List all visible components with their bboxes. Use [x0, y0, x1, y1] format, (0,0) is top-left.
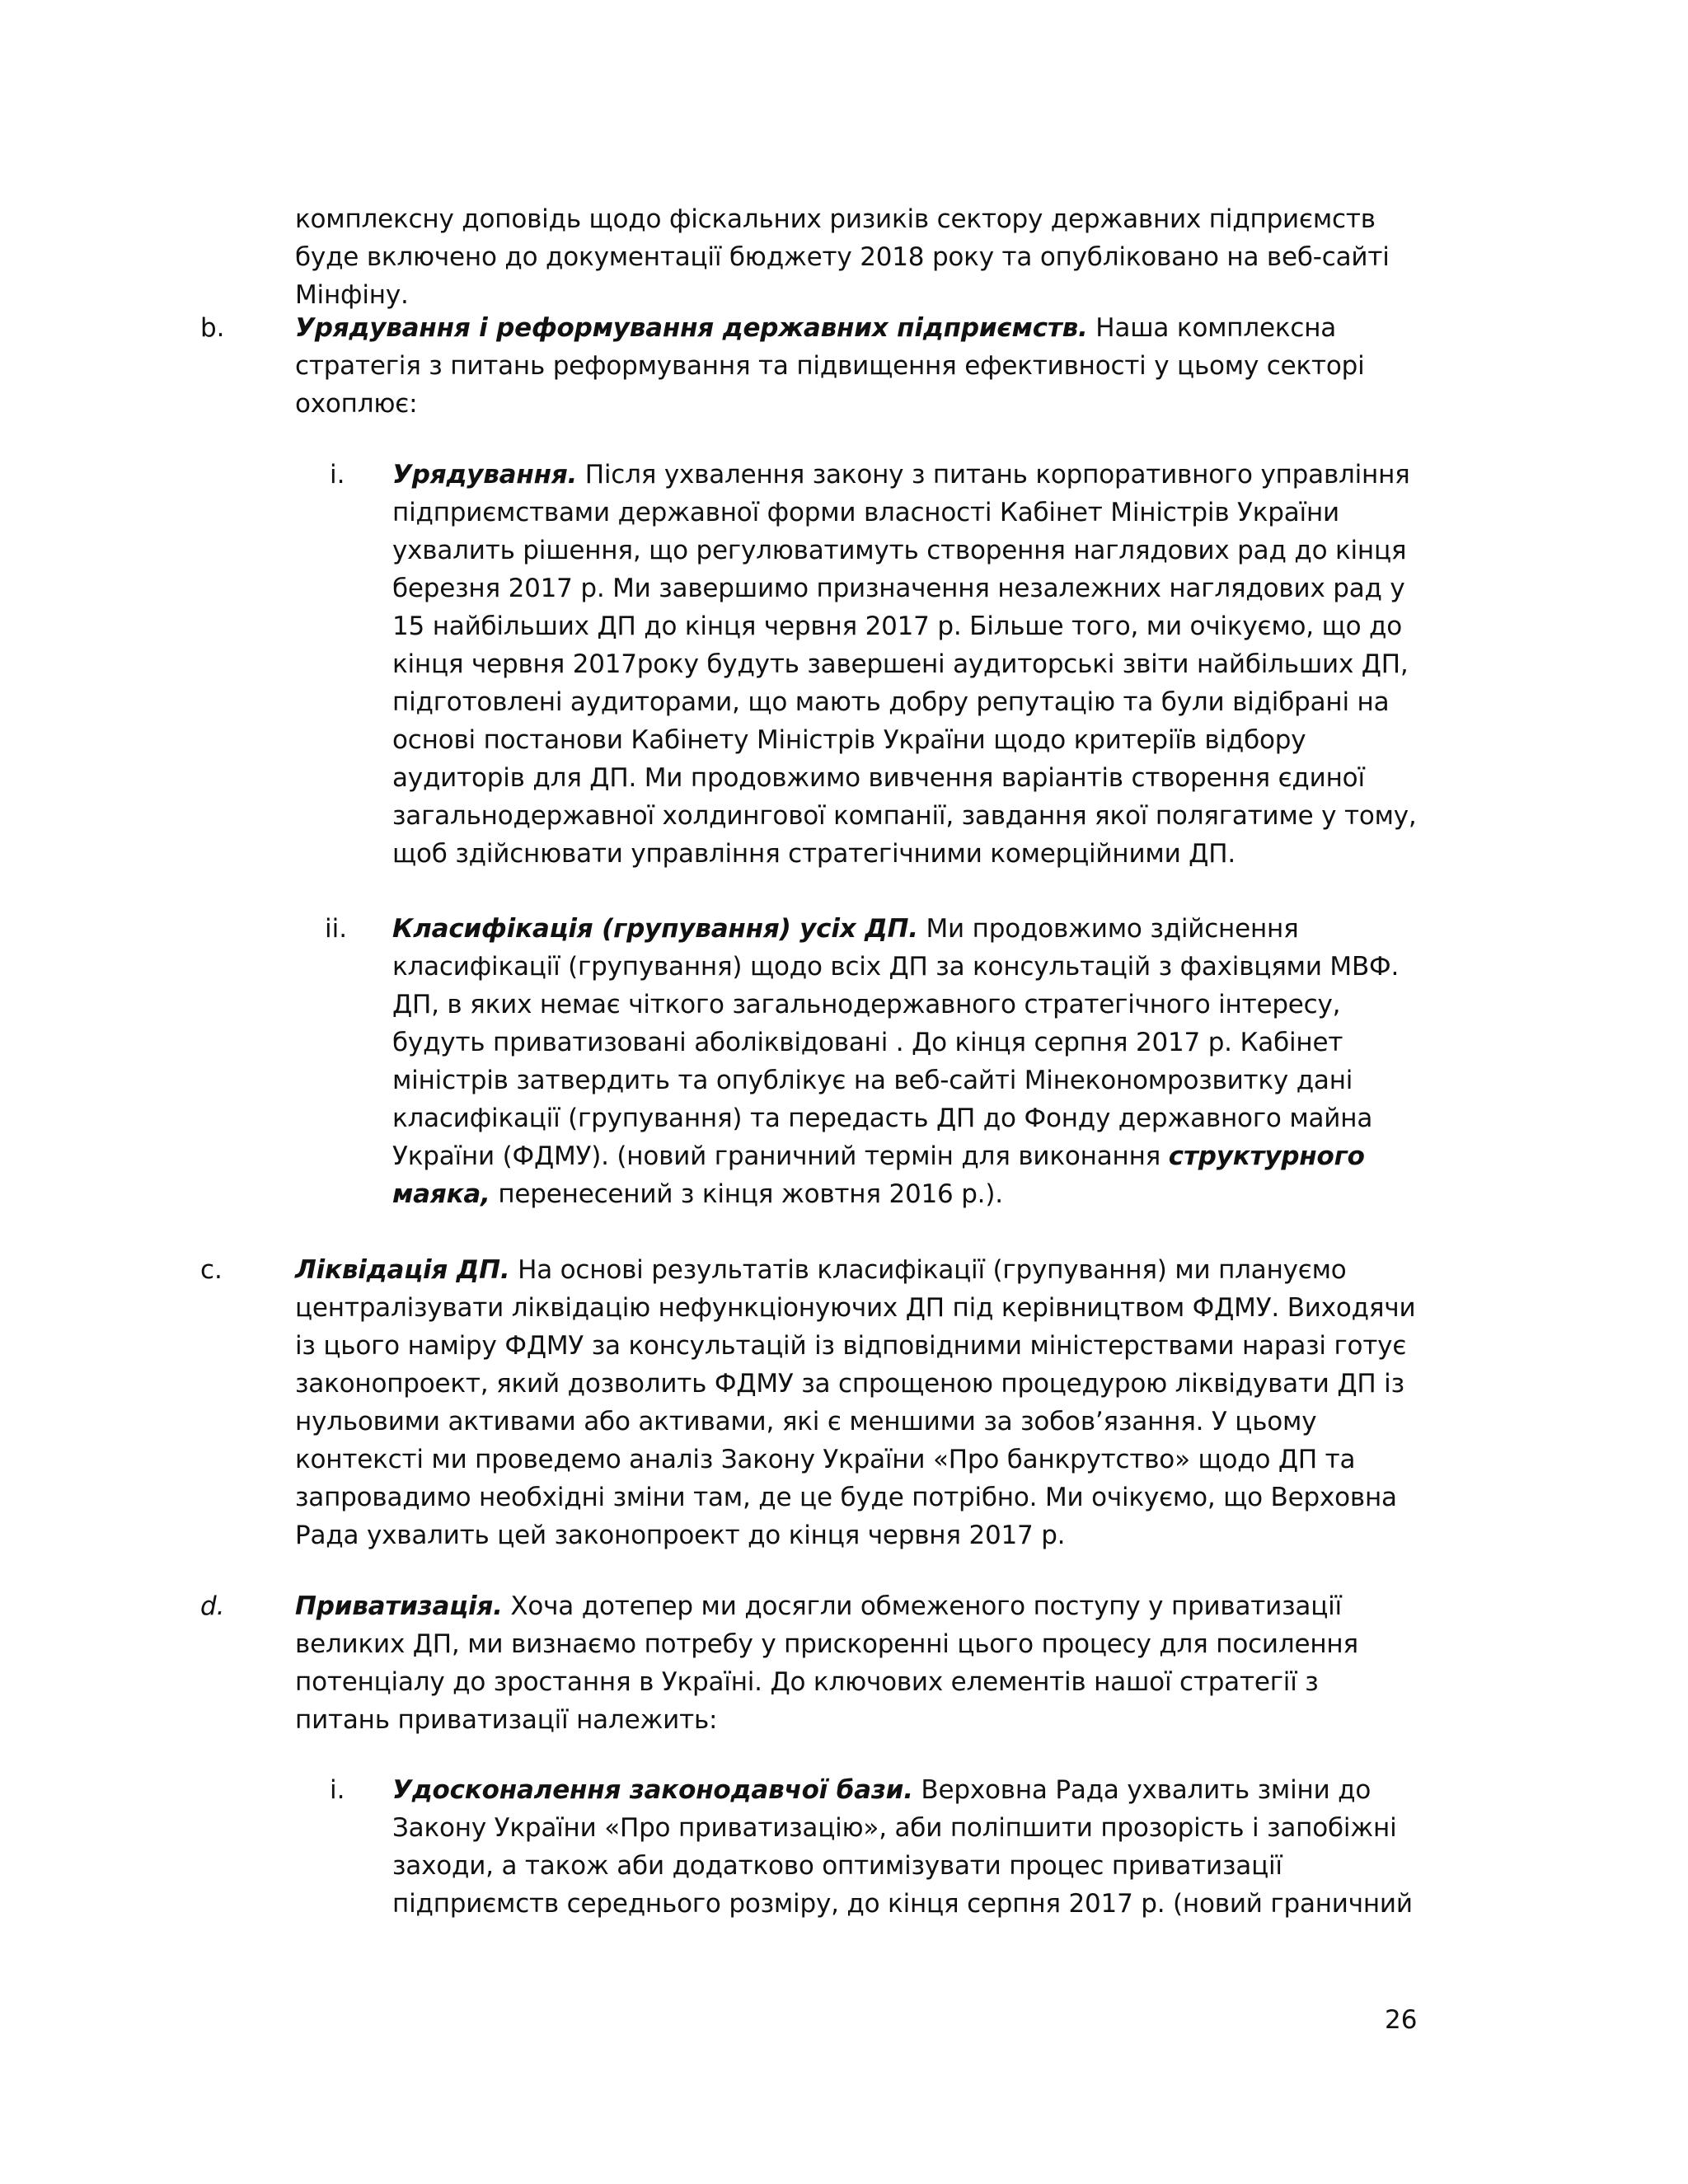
section-c-heading: Ліквідація ДП.: [295, 1255, 510, 1285]
section-d-item-i-marker: i.: [330, 1775, 345, 1805]
section-d-item-i-text: Верховна Рада ухвалить зміни до Закону України «Про приватизацію», аби поліпшити прозорість і запобіжні заходи, а також аби додатково оптимізувати процес приватизації підприємств середнього розміру, до кінця серпня 2017 р. (новий граничний: [392, 1775, 1413, 1919]
section-b-item-ii-marker: ii.: [325, 914, 348, 944]
intro-paragraph: [295, 200, 1432, 314]
section-b-item-i-marker: i.: [330, 460, 345, 490]
section-b-item-i-paragraph: [392, 456, 1423, 873]
section-b-item-ii-heading: Класифікація (групування) усіх ДП.: [392, 914, 918, 944]
section-c-paragraph: [295, 1251, 1424, 1554]
section-d-item-i-paragraph: [392, 1771, 1423, 1923]
section-b-item-i-heading: Урядування.: [392, 460, 578, 490]
section-d-text: Хоча дотепер ми досягли обмеженого поступу у приватизації великих ДП, ми визнаємо потребу у прискоренні цього процесу для посилення потенціалу до зростання в Україні. До ключових елементів нашої стратегії з питань приватизації належить:: [295, 1591, 1358, 1735]
section-b-paragraph: [295, 309, 1367, 423]
section-b-item-ii-paragraph: [392, 910, 1423, 1213]
page-number: 26: [1385, 2005, 1418, 2035]
section-b-marker: b.: [200, 313, 225, 343]
section-c-marker: c.: [200, 1255, 223, 1285]
section-d-paragraph: [295, 1587, 1400, 1739]
section-b-item-ii-text: Ми продовжимо здійснення класифікації (групування) щодо всіх ДП за консультацій з фахівцями МВФ. ДП, в яких немає чіткого загальнодержавного стратегічного інтересу, будуть приватизовані аболіквідовані . До кінця серпня 2017 р. Кабінет міністрів затвердить та опублікує на веб-сайті Мінекономрозвитку дані класифікації (групування) та передасть ДП до Фонду державного майна України (ФДМУ). (новий граничний термін для виконання: [392, 914, 1400, 1171]
section-b-item-i-text: Після ухвалення закону з питань корпоративного управління підприємствами державної форми власності Кабінет Міністрів України ухвалить рішення, що регулюватимуть створення наглядових рад до кінця березня 2017 р. Ми завершимо призначення незалежних наглядових рад у 15 найбільших ДП до кінця червня 2017 р. Більше того, ми очікуємо, що до кінця червня 2017року будуть завершені аудиторські звіти найбільших ДП, підготовлені аудиторами, що мають добру репутацію та були відібрані на основі постанови Кабінету Міністрів України щодо критеріїв відбору аудиторів для ДП. Ми продовжимо вивчення варіантів створення єдиної загальнодержавної холдингової компанії, завдання якої полягатиме у тому, щоб здійснювати управління стратегічними комерційними ДП.: [392, 460, 1417, 869]
section-b-heading: Урядування і реформування державних підприємств.: [295, 313, 1088, 343]
section-d-marker: d.: [200, 1591, 225, 1621]
section-c-text: На основі результатів класифікації (групування) ми плануємо централізувати ліквідацію нефункціонуючих ДП під керівництвом ФДМУ. Виходячи із цього наміру ФДМУ за консультацій із відповідними міністерствами наразі готує законопроект, який дозволить ФДМУ за спрощеною процедурою ліквідувати ДП із нульовими активами або активами, які є меншими за зобов’язання. У цьому контексті ми проведемо аналіз Закону України «Про банкрутство» щодо ДП та запровадимо необхідні зміни там, де це буде потрібно. Ми очікуємо, що Верховна Рада ухвалить цей законопроект до кінця червня 2017 р.: [295, 1255, 1416, 1550]
section-d-heading: Приватизація.: [295, 1591, 503, 1621]
section-b-text: Наша комплексна стратегія з питань реформування та підвищення ефективності у цьому секторі охоплює:: [295, 313, 1365, 419]
section-b-item-ii-tail: перенесений з кінця жовтня 2016 р.).: [490, 1179, 1003, 1209]
intro-text: комплексну доповідь щодо фіскальних ризиків сектору державних підприємств буде включено до документації бюджету 2018 року та опубліковано на веб-сайті Мінфіну.: [295, 204, 1390, 310]
section-d-item-i-heading: Удосконалення законодавчої бази.: [392, 1775, 913, 1805]
structural-benchmark-emphasis: структурного маяка,: [392, 1141, 1365, 1209]
